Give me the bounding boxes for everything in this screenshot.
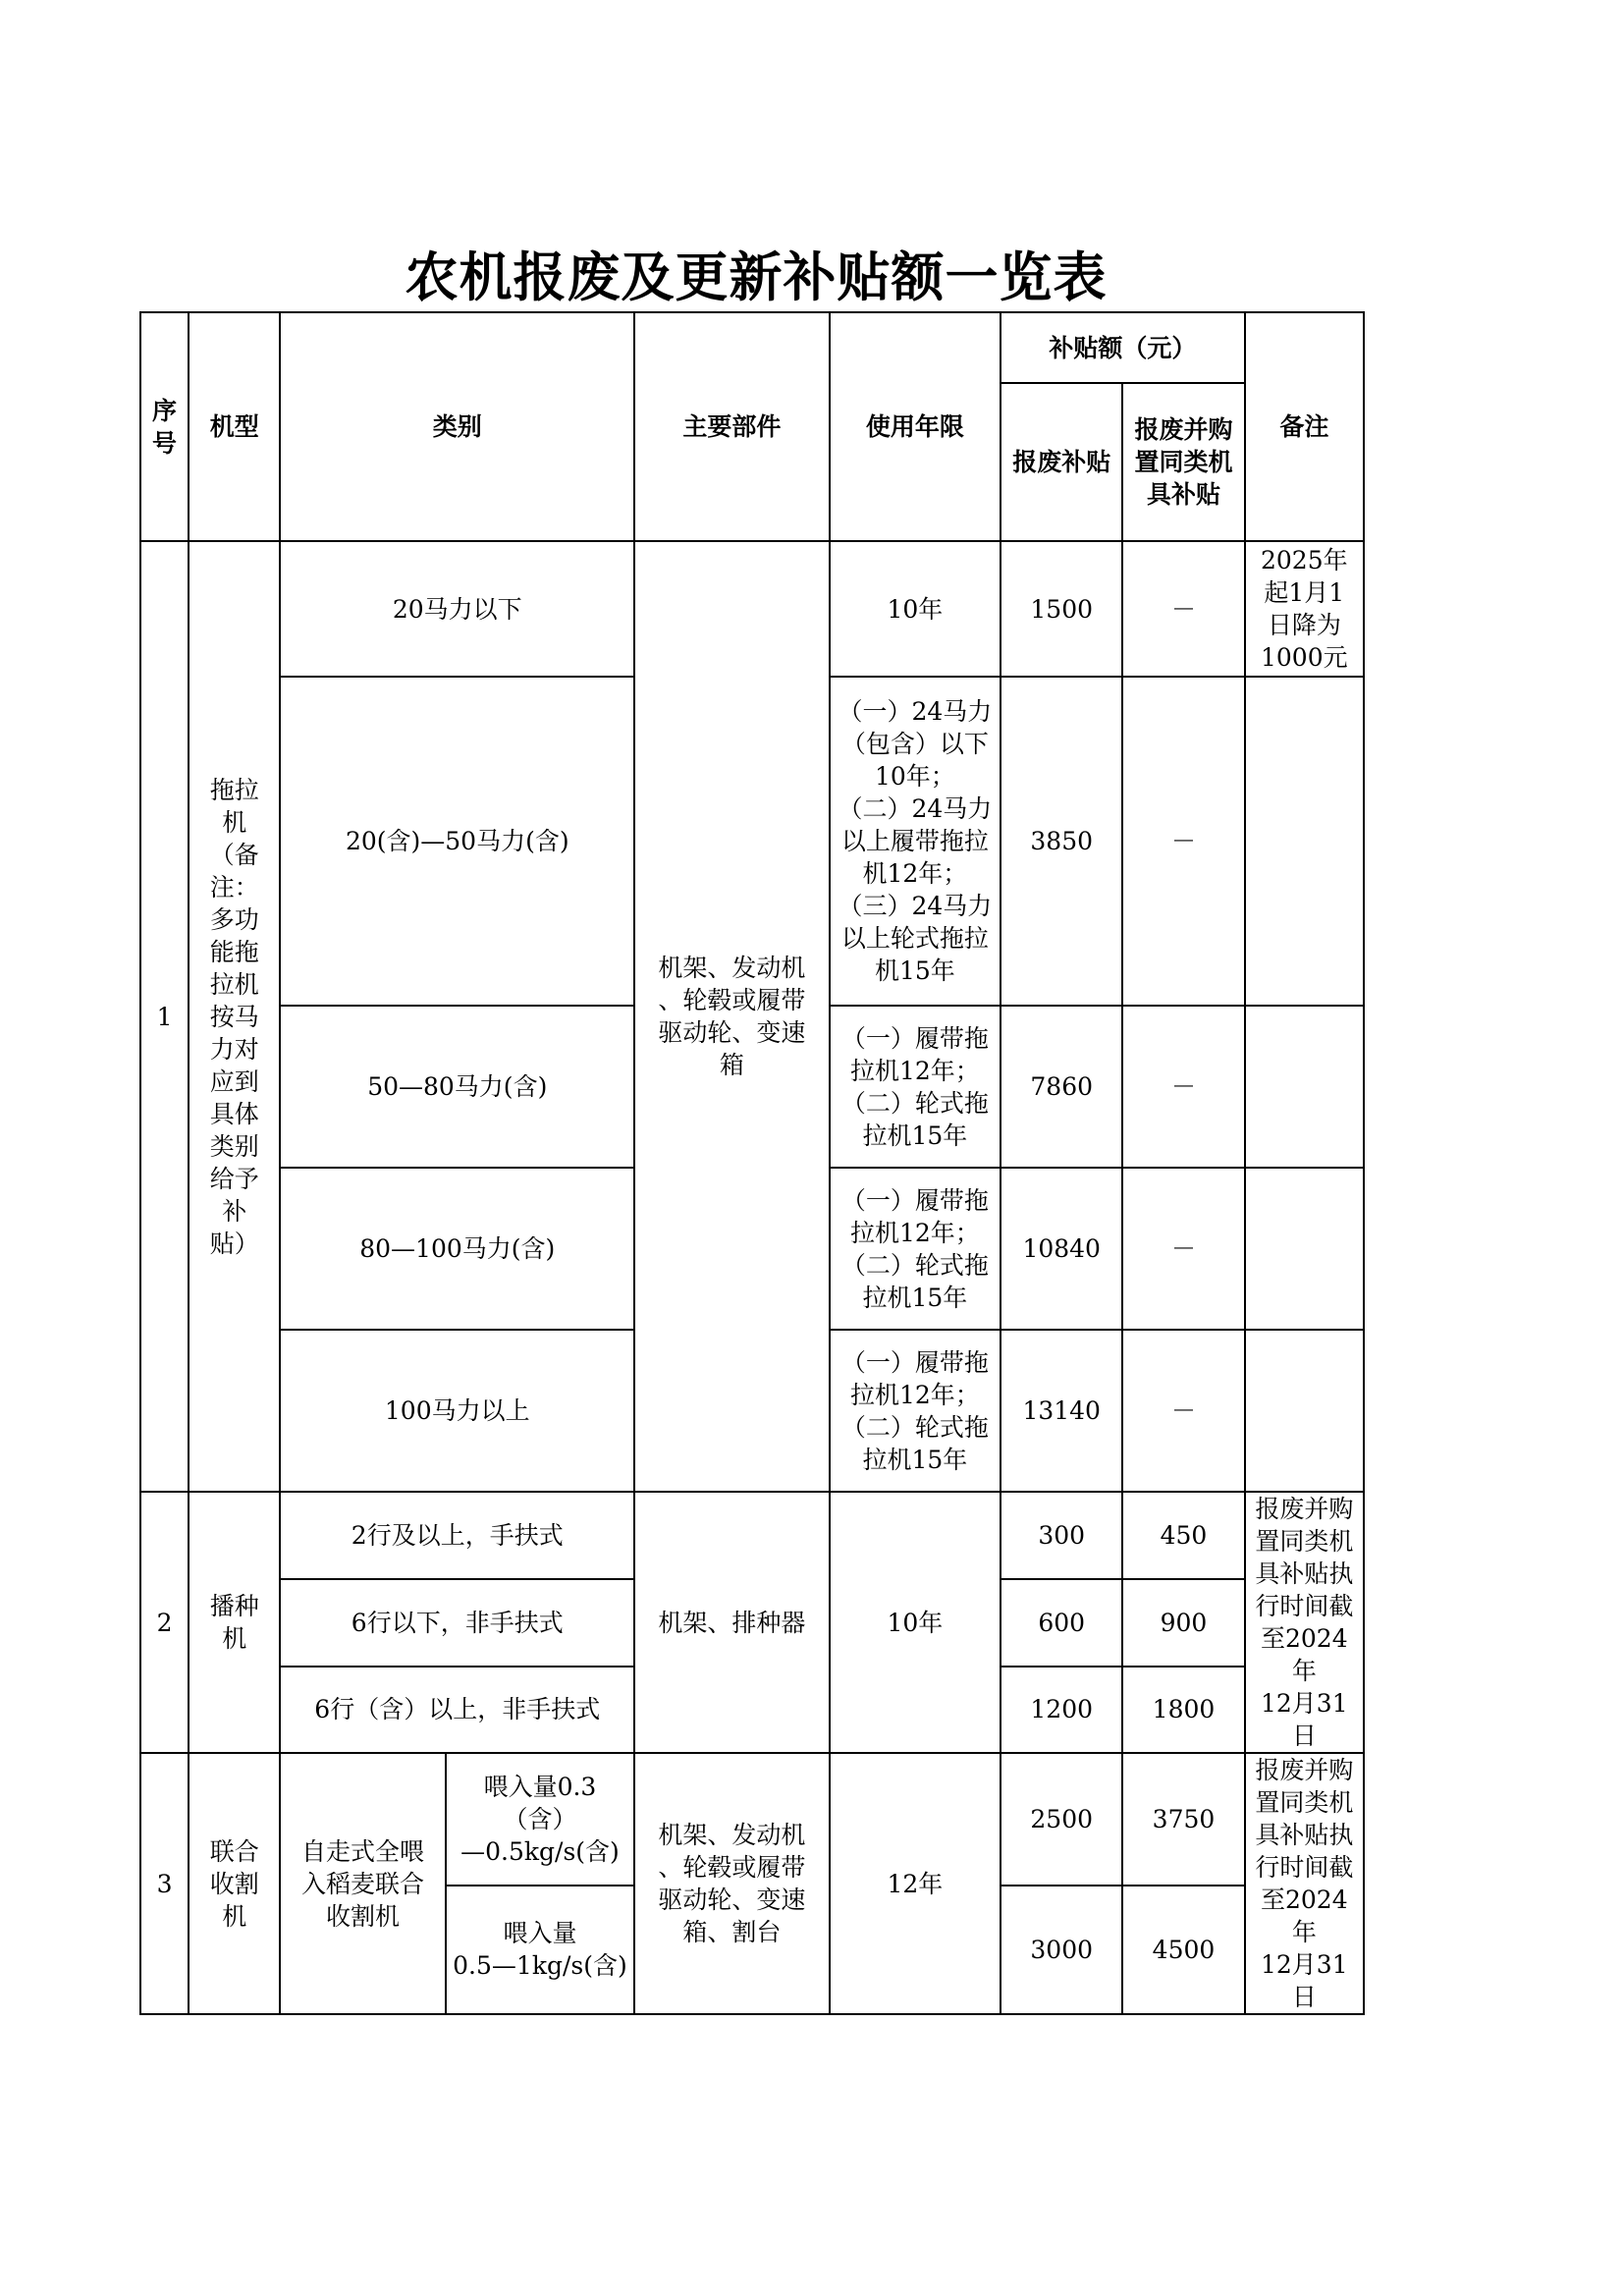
tractor-scrap-and-buy-subsidy: － — [1122, 541, 1244, 677]
harvester-category: 喂入量0.3 （含） —0.5kg/s(含) — [446, 1753, 634, 1886]
header-scrap-and-buy-subsidy: 报废并购 置同类机 具补贴 — [1122, 383, 1244, 541]
harvester-scrap-subsidy: 2500 — [1001, 1753, 1122, 1886]
header-main-parts: 主要部件 — [634, 312, 829, 541]
seeder-main-parts: 机架、排种器 — [634, 1492, 829, 1753]
header-service-life: 使用年限 — [830, 312, 1001, 541]
page-title: 农机报废及更新补贴额一览表 — [405, 246, 1108, 308]
seeder-scrap-subsidy: 600 — [1001, 1579, 1122, 1666]
header-machine-type: 机型 — [189, 312, 280, 541]
tractor-scrap-and-buy-subsidy: － — [1122, 1006, 1244, 1168]
seeder-category: 6行以下，非手扶式 — [280, 1579, 634, 1666]
tractor-index: 1 — [140, 541, 189, 1492]
seeder-category: 2行及以上，手扶式 — [280, 1492, 634, 1579]
header-scrap-subsidy: 报废补贴 — [1001, 383, 1122, 541]
tractor-remarks — [1245, 1006, 1364, 1168]
seeder-scrap-subsidy: 300 — [1001, 1492, 1122, 1579]
seeder-scrap-and-buy-subsidy: 1800 — [1122, 1667, 1244, 1753]
tractor-remarks — [1245, 1330, 1364, 1492]
header-remarks: 备注 — [1245, 312, 1364, 541]
seeder-scrap-subsidy: 1200 — [1001, 1667, 1122, 1753]
tractor-category: 80—100马力(含) — [280, 1168, 634, 1330]
header-row — [140, 312, 1364, 383]
harvester-category-group: 自走式全喂 入稻麦联合 收割机 — [280, 1753, 445, 2014]
tractor-scrap-subsidy: 7860 — [1001, 1006, 1122, 1168]
tractor-remarks — [1245, 1168, 1364, 1330]
tractor-scrap-and-buy-subsidy: － — [1122, 1168, 1244, 1330]
harvester-scrap-subsidy: 3000 — [1001, 1886, 1122, 2014]
harvester-category: 喂入量 0.5—1kg/s(含) — [446, 1886, 634, 2014]
tractor-category: 20(含)—50马力(含) — [280, 677, 634, 1006]
tractor-scrap-subsidy: 1500 — [1001, 541, 1122, 677]
seeder-machine-type: 播种 机 — [189, 1492, 280, 1753]
tractor-service-life: （一）履带拖 拉机12年； （二）轮式拖 拉机15年 — [830, 1330, 1001, 1492]
tractor-category: 50—80马力(含) — [280, 1006, 634, 1168]
harvester-scrap-and-buy-subsidy: 3750 — [1122, 1753, 1244, 1886]
header-subsidy-group: 补贴额（元） — [1001, 312, 1245, 383]
subsidy-table — [139, 311, 1365, 2015]
tractor-remarks: 2025年 起1月1 日降为 1000元 — [1245, 541, 1364, 677]
tractor-service-life: 10年 — [830, 541, 1001, 677]
table-row — [140, 1492, 1364, 1579]
tractor-scrap-subsidy: 3850 — [1001, 677, 1122, 1006]
table-row — [140, 1753, 1364, 1886]
tractor-category: 20马力以下 — [280, 541, 634, 677]
tractor-main-parts: 机架、发动机 、轮毂或履带 驱动轮、变速 箱 — [634, 541, 829, 1492]
tractor-scrap-and-buy-subsidy: － — [1122, 677, 1244, 1006]
tractor-service-life: （一）履带拖 拉机12年； （二）轮式拖 拉机15年 — [830, 1168, 1001, 1330]
tractor-scrap-and-buy-subsidy: － — [1122, 1330, 1244, 1492]
seeder-category: 6行（含）以上，非手扶式 — [280, 1667, 634, 1753]
tractor-scrap-subsidy: 10840 — [1001, 1168, 1122, 1330]
header-category: 类别 — [280, 312, 634, 541]
tractor-machine-type: 拖拉 机 （备 注： 多功 能拖 拉机 按马 力对 应到 具体 类别 给予 补 贴） — [189, 541, 280, 1492]
seeder-scrap-and-buy-subsidy: 900 — [1122, 1579, 1244, 1666]
header-index: 序 号 — [140, 312, 189, 541]
seeder-service-life: 10年 — [830, 1492, 1001, 1753]
seeder-remarks: 报废并购 置同类机 具补贴执 行时间截 至2024年 12月31日 — [1245, 1492, 1364, 1753]
harvester-scrap-and-buy-subsidy: 4500 — [1122, 1886, 1244, 2014]
harvester-main-parts: 机架、发动机 、轮毂或履带 驱动轮、变速 箱、割台 — [634, 1753, 829, 2014]
harvester-machine-type: 联合 收割 机 — [189, 1753, 280, 2014]
seeder-index: 2 — [140, 1492, 189, 1753]
tractor-service-life: （一）24马力 （包含）以下 10年； （二）24马力 以上履带拖拉 机12年； （三）24马力 以上轮式拖拉 机15年 — [830, 677, 1001, 1006]
seeder-scrap-and-buy-subsidy: 450 — [1122, 1492, 1244, 1579]
harvester-service-life: 12年 — [830, 1753, 1001, 2014]
table-row — [140, 541, 1364, 677]
tractor-remarks — [1245, 677, 1364, 1006]
harvester-remarks: 报废并购 置同类机 具补贴执 行时间截 至2024年 12月31日 — [1245, 1753, 1364, 2014]
tractor-category: 100马力以上 — [280, 1330, 634, 1492]
harvester-index: 3 — [140, 1753, 189, 2014]
tractor-scrap-subsidy: 13140 — [1001, 1330, 1122, 1492]
tractor-service-life: （一）履带拖 拉机12年； （二）轮式拖 拉机15年 — [830, 1006, 1001, 1168]
